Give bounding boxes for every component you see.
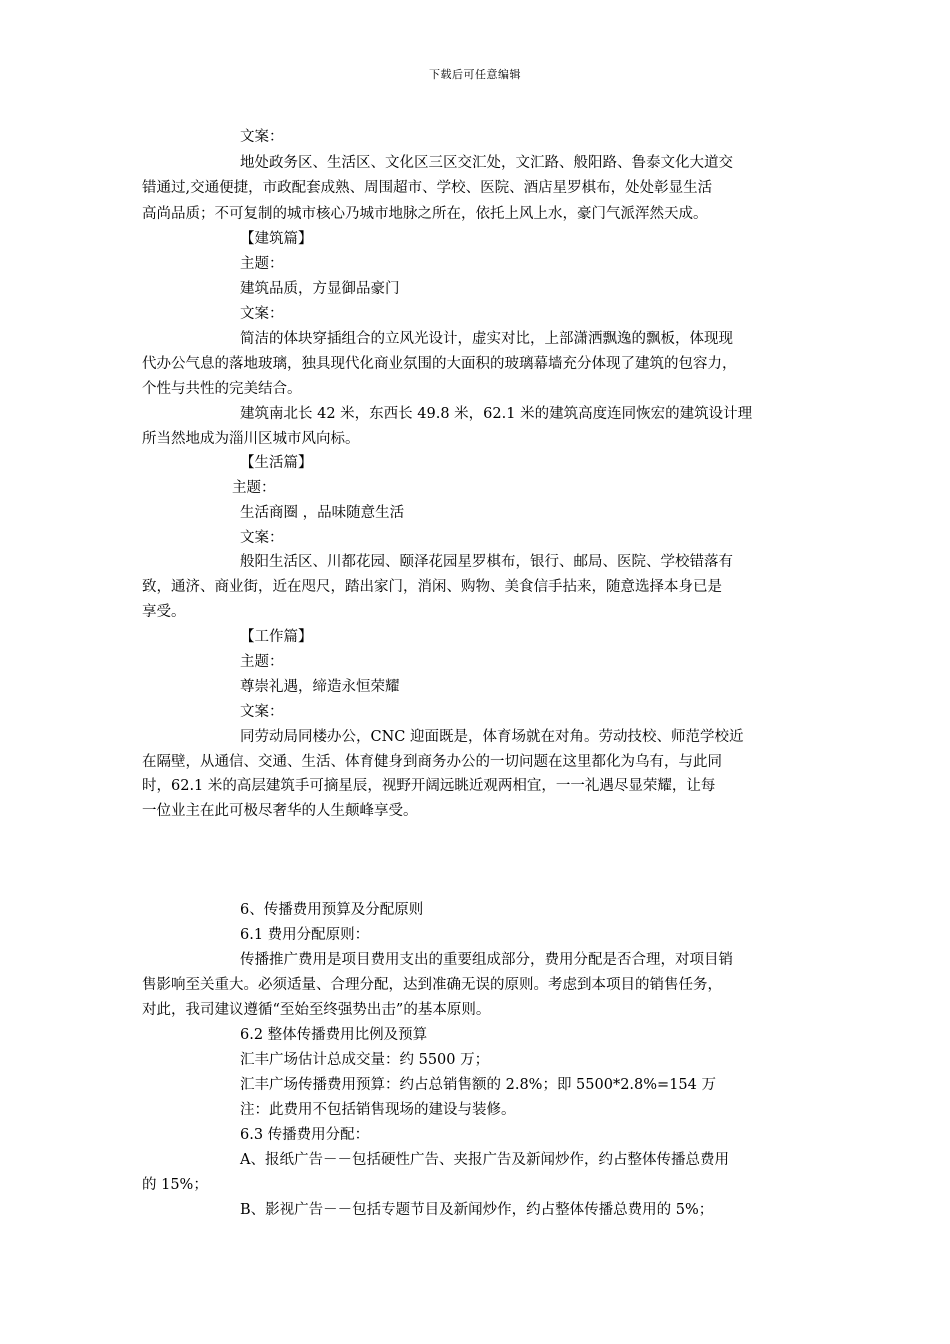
text-line: 个性与共性的完美结合。	[142, 381, 302, 397]
text-line: 6.3 传播费用分配：	[240, 1127, 370, 1143]
text-line: A、报纸广告－－包括硬性广告、夹报广告及新闻炒作，约占整体传播总费用	[240, 1152, 729, 1168]
text-line: 注：此费用不包括销售现场的建设与装修。	[240, 1102, 516, 1118]
text-line: 简洁的体块穿插组合的立风光设计，虚实对比，上部潇洒飘逸的飘板，体现现	[240, 331, 733, 347]
text-line: 的 15%；	[142, 1177, 208, 1193]
text-line: 般阳生活区、川都花园、颐泽花园星罗棋布，银行、邮局、医院、学校错落有	[240, 554, 733, 570]
page-header: 下载后可任意编辑	[429, 68, 521, 81]
text-line: 6.2 整体传播费用比例及预算	[240, 1027, 428, 1043]
text-line: 建筑南北长 42 米，东西长 49.8 米，62.1 米的建筑高度连同恢宏的建筑设计理	[240, 406, 753, 422]
text-line: 【工作篇】	[240, 629, 313, 645]
text-line: 地处政务区、生活区、文化区三区交汇处，文汇路、般阳路、鲁泰文化大道交	[240, 155, 733, 171]
text-line: 主题：	[240, 256, 284, 272]
text-line: 【建筑篇】	[240, 231, 313, 247]
text-line: 文案：	[240, 704, 284, 720]
text-line: 6、传播费用预算及分配原则	[240, 902, 424, 918]
text-line: 建筑品质，方显御品豪门	[240, 281, 400, 297]
text-line: 汇丰广场估计总成交量：约 5500 万；	[240, 1052, 490, 1068]
text-line: 在隔壁，从通信、交通、生活、体育健身到商务办公的一切问题在这里都化为乌有，与此同	[142, 754, 722, 770]
text-line: 一位业主在此可极尽奢华的人生颠峰享受。	[142, 803, 418, 819]
text-line: 传播推广费用是项目费用支出的重要组成部分，费用分配是否合理，对项目销	[240, 952, 733, 968]
text-line: 生活商圈 ，品味随意生活	[240, 505, 405, 521]
text-line: 对此，我司建议遵循“至始至终强势出击”的基本原则。	[142, 1002, 491, 1018]
text-line: 尊崇礼遇，缔造永恒荣耀	[240, 679, 400, 695]
text-line: 错通过,交通便捷，市政配套成熟、周围超市、学校、医院、酒店星罗棋布，处处彰显生活	[142, 180, 713, 196]
text-line: 主题：	[240, 654, 284, 670]
text-line: 主题：	[232, 480, 276, 496]
text-line: 售影响至关重大。必须适量、合理分配，达到准确无误的原则。考虑到本项目的销售任务，	[142, 977, 722, 993]
text-line: 【生活篇】	[240, 455, 313, 471]
text-line: 享受。	[142, 604, 186, 620]
text-line: 时，62.1 米的高层建筑手可摘星辰，视野开阔远眺近观两相宜，一一礼遇尽显荣耀，让每	[142, 778, 716, 794]
text-line: 高尚品质；不可复制的城市核心乃城市地脉之所在，依托上风上水，豪门气派浑然天成。	[142, 206, 708, 222]
text-line: B、影视广告－－包括专题节目及新闻炒作，约占整体传播总费用的 5%；	[240, 1202, 714, 1218]
text-line: 同劳动局同楼办公，CNC 迎面既是，体育场就在对角。劳动技校、师范学校近	[240, 729, 744, 745]
text-line: 文案：	[240, 530, 284, 546]
text-line: 代办公气息的落地玻璃，独具现代化商业氛围的大面积的玻璃幕墙充分体现了建筑的包容力，	[142, 356, 737, 372]
text-line: 所当然地成为淄川区城市风向标。	[142, 431, 360, 447]
text-line: 汇丰广场传播费用预算：约占总销售额的 2.8%；即 5500*2.8%=154 万	[240, 1077, 716, 1093]
text-line: 文案：	[240, 129, 284, 145]
text-line: 文案：	[240, 306, 284, 322]
text-line: 致，通济、商业街，近在咫尺，踏出家门，消闲、购物、美食信手拈来，随意选择本身已是	[142, 579, 722, 595]
text-line: 6.1 费用分配原则：	[240, 927, 370, 943]
